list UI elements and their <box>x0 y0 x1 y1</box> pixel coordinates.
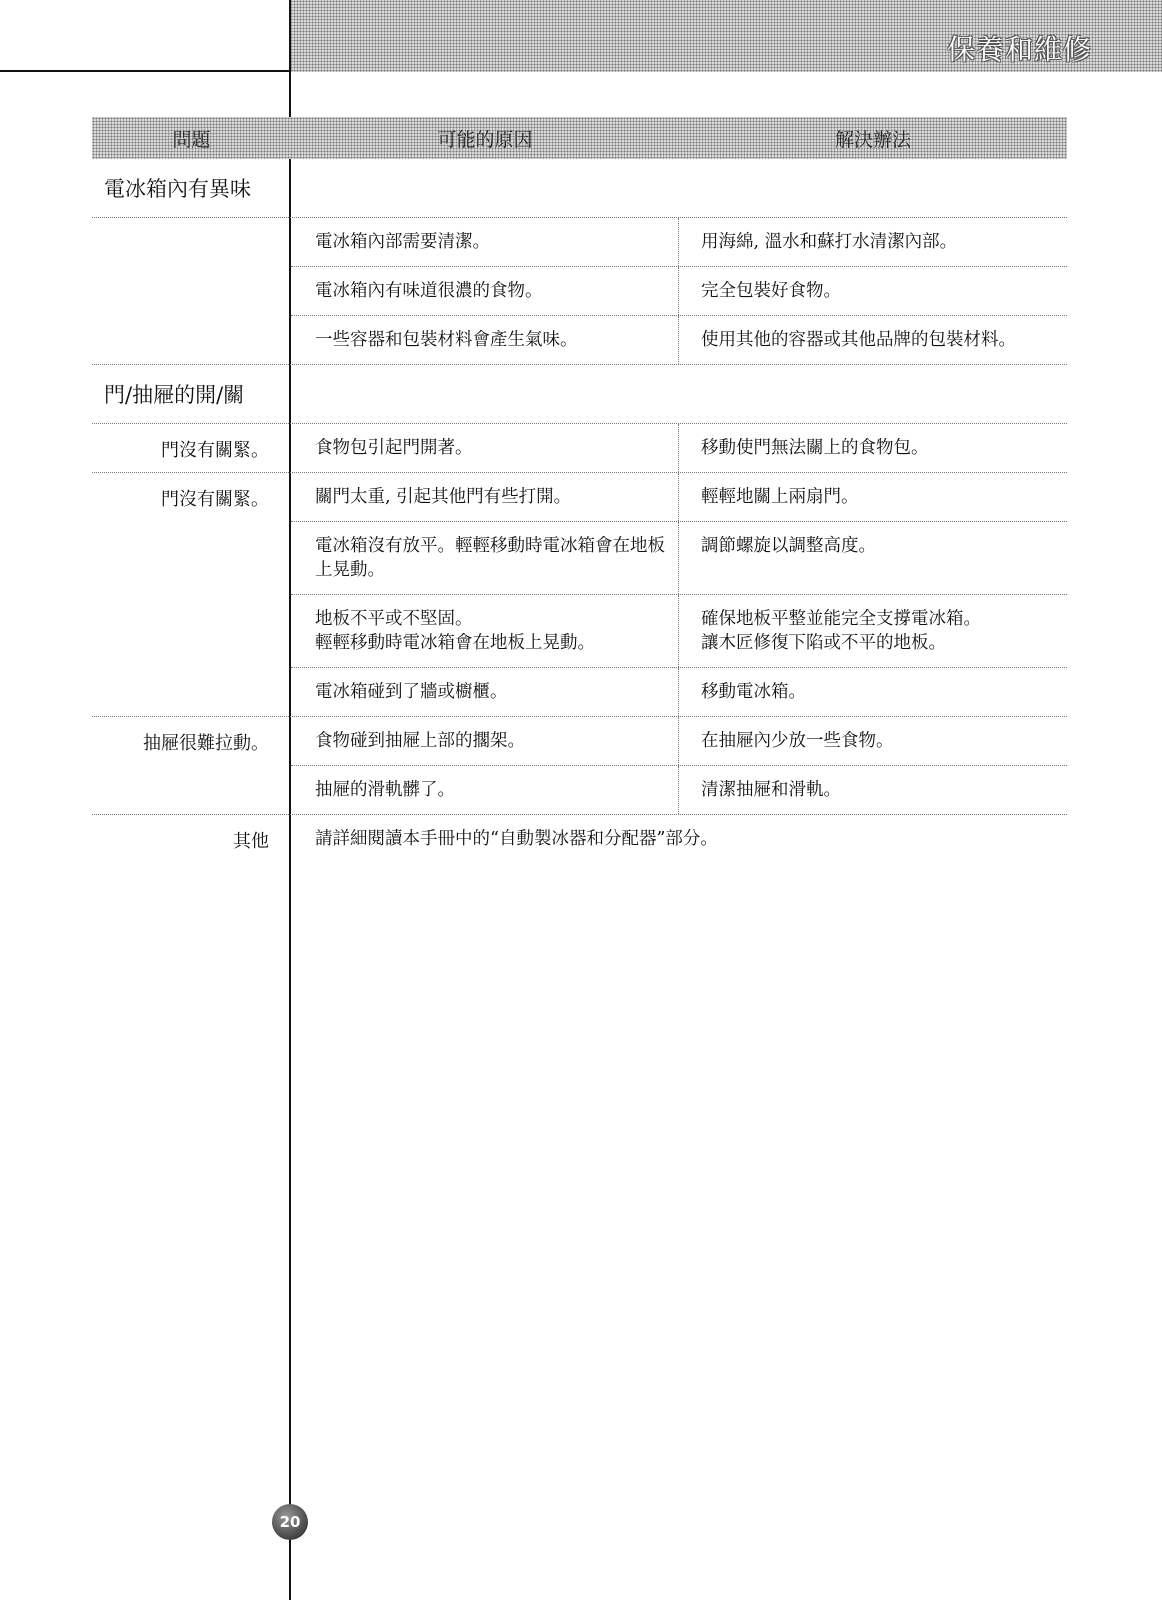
row-group <box>92 218 1067 365</box>
table-row <box>291 424 1067 472</box>
table-row <box>291 717 1067 765</box>
page-number-badge: 20 <box>272 1504 308 1540</box>
solution-cell: 清潔抽屜和滑軌。 <box>701 780 841 800</box>
cause-cell: 電冰箱內部需要清潔。 <box>291 218 679 266</box>
cause-cell: 食物包引起門開著。 <box>291 424 679 472</box>
cause-cell: 關門太重, 引起其他門有些打開。 <box>291 473 679 521</box>
cause-cell: 請詳細閱讀本手冊中的“自動製冰器和分配器”部分。 <box>315 829 718 849</box>
cause-cell: 電冰箱沒有放平。輕輕移動時電冰箱會在地板上晃動。 <box>291 522 679 594</box>
header-rule <box>0 70 290 72</box>
solution-cell: 用海綿, 溫水和蘇打水清潔內部。 <box>701 232 958 252</box>
solution-cell <box>679 595 1067 667</box>
solution-line: 確保地板平整並能完全支撐電冰箱。 <box>701 609 981 629</box>
problem-cell <box>92 218 291 364</box>
cause-cell: 抽屜的滑軌髒了。 <box>291 766 679 814</box>
header-problem: 問題 <box>172 128 211 151</box>
problem-cell: 抽屜很難拉動。 <box>143 733 269 754</box>
table-row <box>291 473 1067 521</box>
problem-cell: 門沒有關緊。 <box>161 440 269 461</box>
header-cause: 可能的原因 <box>437 128 533 151</box>
page-section-title: 保養和維修 <box>946 33 1092 66</box>
problem-cell: 門沒有關緊。 <box>161 489 269 510</box>
section-title-odor: 電冰箱內有異味 <box>92 159 1067 218</box>
solution-cell: 使用其他的容器或其他品牌的包裝材料。 <box>701 330 1016 350</box>
row-group <box>92 424 1067 473</box>
cause-cell: 一些容器和包裝材料會產生氣味。 <box>291 316 679 364</box>
table-row <box>291 218 1067 266</box>
table-row <box>291 667 1067 716</box>
solution-cell: 在抽屜內少放一些食物。 <box>701 731 894 751</box>
table-row <box>291 521 1067 594</box>
row-group <box>92 717 1067 815</box>
troubleshooting-table <box>92 117 1067 863</box>
table-row <box>291 594 1067 667</box>
row-group <box>92 473 1067 717</box>
solution-cell: 移動使門無法關上的食物包。 <box>701 438 929 458</box>
solution-cell: 輕輕地關上兩扇門。 <box>701 487 859 507</box>
solution-line: 讓木匠修復下陷或不平的地板。 <box>701 633 946 653</box>
section-title-door: 門/抽屜的開/關 <box>92 365 1067 424</box>
header-band <box>290 0 1162 72</box>
solution-cell: 移動電冰箱。 <box>701 682 806 702</box>
header-solution: 解決辦法 <box>834 128 911 151</box>
table-row <box>291 765 1067 814</box>
cause-line: 地板不平或不堅固。 <box>315 609 473 629</box>
table-row <box>291 315 1067 364</box>
solution-cell: 完全包裝好食物。 <box>701 281 841 301</box>
cause-cell: 電冰箱內有味道很濃的食物。 <box>291 267 679 315</box>
cause-line: 輕輕移動時電冰箱會在地板上晃動。 <box>315 633 595 653</box>
table-header <box>92 117 1067 159</box>
cause-cell <box>291 595 679 667</box>
solution-cell: 調節螺旋以調整高度。 <box>701 536 876 556</box>
table-row <box>291 266 1067 315</box>
problem-cell: 其他 <box>233 831 269 852</box>
table-row-other <box>92 815 1067 863</box>
cause-cell: 電冰箱碰到了牆或櫥櫃。 <box>291 668 679 716</box>
cause-cell: 食物碰到抽屜上部的擱架。 <box>291 717 679 765</box>
